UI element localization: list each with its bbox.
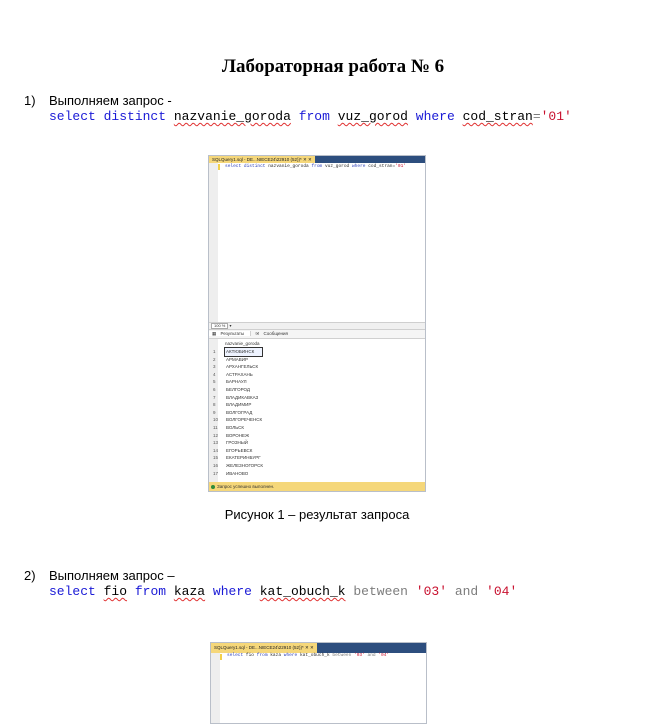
table-row <box>209 378 279 386</box>
cell-value: ВЛАДИМИР <box>226 402 252 408</box>
code-keyword: where <box>351 164 366 169</box>
table-row <box>209 416 279 424</box>
sql-string: '04' <box>486 584 518 599</box>
sql-keyword: where <box>212 584 252 599</box>
row-number: 8 <box>213 402 216 408</box>
row-number: 1 <box>213 349 216 354</box>
result-tabs <box>209 330 425 339</box>
row-number: 16 <box>213 463 219 468</box>
table-row <box>209 462 279 470</box>
table-row <box>209 371 279 379</box>
sql-keyword: from <box>298 109 330 124</box>
cell-value: ЕГОРЬЕВСК <box>226 447 253 453</box>
table-row <box>209 432 279 440</box>
table-row <box>209 386 279 394</box>
table-row <box>209 409 279 417</box>
table-row <box>209 363 279 371</box>
editor-code <box>225 164 406 169</box>
table-row <box>209 454 279 462</box>
item-1-text: Выполняем запрос - <box>49 93 172 108</box>
code-string: '03' <box>354 653 365 658</box>
cell-value: ВЛАДИКАВКАЗ <box>226 394 259 400</box>
cell-value: ВОЛГОРЕЧЕНСК <box>226 417 263 423</box>
cell-value: БАРНАУЛ <box>226 379 247 385</box>
code-keyword: where <box>283 653 298 658</box>
figure-caption: Рисунок 1 – результат запроса <box>224 507 410 522</box>
cell-value: ЖЕЛЕЗНОГОРСК <box>226 463 263 468</box>
item-2-text: Выполняем запрос – <box>49 568 175 583</box>
cell-value: ГРОЗНЫЙ <box>226 440 249 446</box>
sql-keyword: distinct <box>103 109 167 124</box>
code-identifier: nazvanie_goroda <box>268 164 309 169</box>
row-number: 12 <box>213 432 219 438</box>
row-number: 7 <box>213 394 216 400</box>
document-title: Лабораторная работа № 6 <box>221 56 445 77</box>
editor-tab-bar <box>209 156 425 163</box>
cell-value: ИВАНОВО <box>226 470 249 476</box>
code-identifier: fio <box>245 653 255 658</box>
row-number: 10 <box>213 417 219 423</box>
code-keyword: between <box>332 653 352 658</box>
cell-value: БЕЛГОРОД <box>226 387 250 392</box>
table-row <box>209 348 279 356</box>
sql-operator: = <box>532 109 541 124</box>
row-number: 17 <box>213 470 219 476</box>
cell-value: ВОРОНЕЖ <box>226 432 250 438</box>
tab-messages: ✉ Сообщения <box>252 331 293 336</box>
sql-string: '01' <box>540 109 572 124</box>
row-number: 2 <box>213 356 216 362</box>
zoom-select: 100 % <box>211 323 228 329</box>
code-keyword: distinct <box>243 164 266 169</box>
code-string: '04' <box>378 653 390 658</box>
item-2-number: 2) <box>24 568 36 583</box>
row-number: 5 <box>213 379 216 385</box>
cell-value: АРХАНГЕЛЬСК <box>226 364 259 370</box>
table-row <box>209 356 279 364</box>
row-number: 6 <box>213 387 216 392</box>
row-number: 4 <box>213 371 216 377</box>
code-keyword: from <box>311 164 323 169</box>
code-identifier: cod_stran= <box>368 164 396 169</box>
cell-value: ВОЛГОГРАД <box>226 409 253 415</box>
item-2-sql <box>49 584 517 599</box>
sql-identifier: cod_stran <box>462 109 533 124</box>
column-header: nazvanie_goroda <box>225 341 260 346</box>
change-marker <box>220 654 222 660</box>
zoom-bar <box>209 322 425 330</box>
row-number: 11 <box>213 425 218 430</box>
sql-identifier: kaza <box>173 584 206 599</box>
row-number: 3 <box>213 364 216 370</box>
tab-messages-label: Сообщения <box>263 331 288 336</box>
table-row <box>209 470 279 478</box>
cell-value: АКТЮБИНСК <box>225 348 262 356</box>
row-number: 15 <box>213 455 219 461</box>
chevron-down-icon: ▾ <box>229 323 232 328</box>
change-marker <box>218 164 220 170</box>
sql-keyword: from <box>134 584 167 599</box>
code-keyword: from <box>256 653 268 658</box>
sql-keyword: where <box>415 109 455 124</box>
cell-value: ВОЛЬСК <box>226 425 244 430</box>
sql-keyword: select <box>49 584 96 599</box>
tab-results-label: Результаты <box>220 331 245 336</box>
tab-results: ▦ Результаты <box>209 331 251 336</box>
success-icon <box>211 485 215 489</box>
code-identifier: kaza <box>270 653 282 658</box>
cell-value: ЕКАТЕРИНБУРГ <box>226 455 261 461</box>
query-result-screenshot <box>208 155 426 492</box>
cell-value: АСТРАХАНЬ <box>226 371 253 377</box>
table-row <box>209 401 279 409</box>
editor-code <box>227 653 389 658</box>
query-2-screenshot <box>210 642 427 724</box>
sql-identifier: nazvanie_goroda <box>173 109 291 124</box>
sql-identifier: fio <box>103 584 128 599</box>
row-number: 13 <box>213 440 219 446</box>
status-text: Запрос успешно выполнен. <box>217 484 275 489</box>
code-keyword: and <box>367 653 376 658</box>
table-row <box>209 394 279 402</box>
item-1-number: 1) <box>24 93 36 108</box>
table-row <box>209 439 279 447</box>
code-identifier: vuz_gorod <box>324 164 350 169</box>
sql-identifier: kat_obuch_k <box>259 584 346 599</box>
editor-tab-bar <box>211 643 426 653</box>
sql-keyword: between <box>353 584 408 599</box>
row-number: 14 <box>213 447 219 453</box>
code-string: '01' <box>395 164 407 169</box>
editor-tab: SQLQuery1.sql - DE...NIECE24\22910 (52))* ✕ ✕ <box>211 643 317 653</box>
code-keyword: select <box>227 653 244 658</box>
row-number: 9 <box>213 409 216 415</box>
sql-keyword: and <box>454 584 479 599</box>
status-bar <box>209 482 425 491</box>
code-keyword: select <box>225 164 242 169</box>
item-1-sql <box>49 109 572 124</box>
code-identifier: kat_obuch_k <box>299 653 330 658</box>
editor-tab: SQLQuery1.sql - DE...NIECE24\22910 (52))* ✕ ✕ <box>209 156 315 163</box>
sql-identifier: vuz_gorod <box>337 109 408 124</box>
cell-value: АРМАВИР <box>226 356 248 362</box>
sql-string: '03' <box>415 584 448 599</box>
table-row <box>209 424 279 432</box>
sql-keyword: select <box>49 109 96 124</box>
table-row <box>209 447 279 455</box>
